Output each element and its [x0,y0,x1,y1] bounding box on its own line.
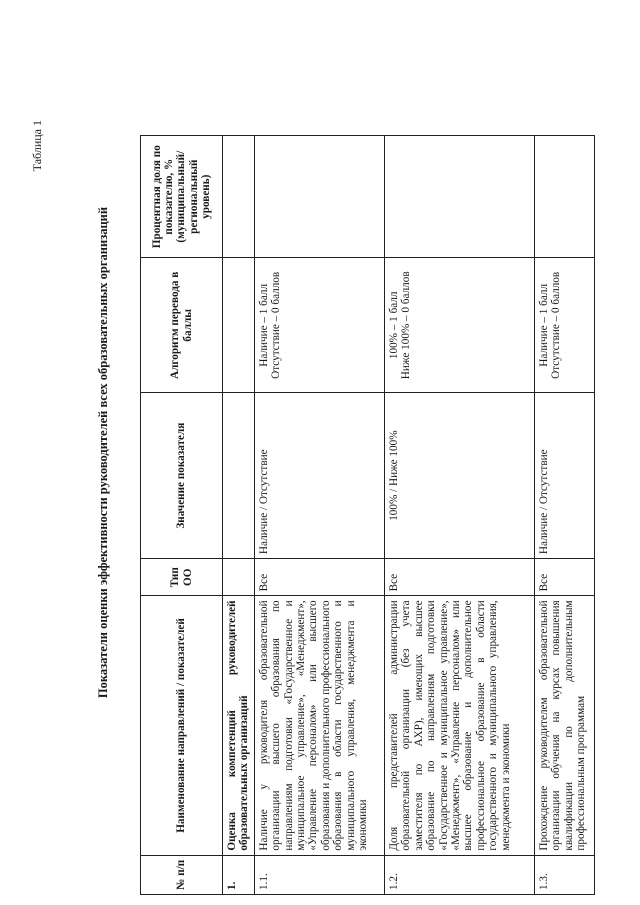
row-value: 100% / Ниже 100% [384,393,534,559]
column-header-value: Значение показателя [141,393,223,559]
table-row [254,136,384,895]
column-header-num: № п/п [141,855,223,894]
table-number: Таблица 1 [30,120,44,172]
row-value: Наличие / Отсутствие [254,393,384,559]
section-name: Оценка компетенций руководителей образовательных организаций [223,596,255,855]
row-algo [534,258,594,393]
row-type: Все [254,559,384,596]
column-header-pct: Процентная доля по показателю, % (муниципальный/ региональный уровень) [141,136,223,258]
table-row [534,136,594,895]
row-pct [534,136,594,258]
row-num: 1.1. [254,855,384,894]
column-header-algo: Алгоритм перевода в баллы [141,258,223,393]
row-type: Все [384,559,534,596]
section-row [223,136,255,895]
section-num: 1. [223,855,255,894]
row-algo [254,258,384,393]
row-pct [384,136,534,258]
row-num: 1.2. [384,855,534,894]
row-num: 1.3. [534,855,594,894]
row-value: Наличие / Отсутствие [534,393,594,559]
row-algo [384,258,534,393]
row-name: Наличие у руководителя образовательной организации высшего образования по направлениям подготовки «Государственное и муниципальное управление», «Менеджмент», «Управление персоналом» или высшего образования и дополнительного профессионального образования в области государственного и муниципального управления, менеджмента и экономики [254,596,384,855]
table-header-row [141,136,223,895]
column-header-type: Тип ОО [141,559,223,596]
column-header-name: Наименование направлений / показателей [141,596,223,855]
row-algo-line: Наличие – 1 балл [257,283,270,367]
row-type: Все [534,559,594,596]
row-algo-line: Отсутствие – 0 баллов [550,271,563,379]
row-algo-line: Ниже 100% – 0 баллов [400,271,413,380]
row-algo-line: Отсутствие – 0 баллов [270,271,283,379]
indicators-table [140,135,595,895]
page-title: Показатели оценки эффективности руководителей всех образовательных организаций [96,206,110,699]
row-pct [254,136,384,258]
row-algo-line: Наличие – 1 балл [537,283,550,367]
row-name: Прохождение руководителем образовательной организации обучения на курсах повышения квалификации по дополнительным профессиональным программам [534,596,594,855]
table-row [384,136,534,895]
row-name: Доля представителей администрации образовательной организации (без учета заместителя по АХР), имеющих высшее образование по направлениям подготовки «Государственное и муниципальное управление», «Менеджмент», «Управление персоналом» или высшее образование и дополнительное профессиональное образование в области государственного и муниципального управления, менеджмента и экономики [384,596,534,855]
row-algo-line: 100% – 1 балл [387,291,400,360]
